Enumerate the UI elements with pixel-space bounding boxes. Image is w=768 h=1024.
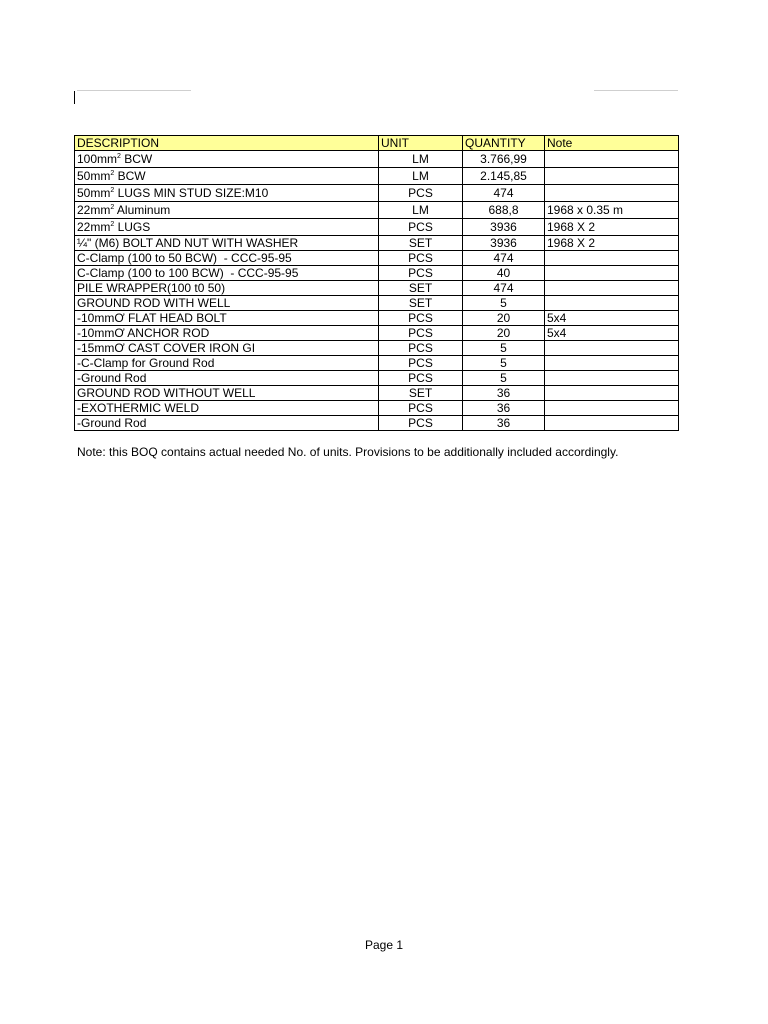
- cell-note: [545, 185, 679, 202]
- description-text: -C-Clamp for Ground Rod: [77, 356, 215, 370]
- description-text: -10mmƠ ANCHOR ROD: [77, 326, 210, 340]
- cell-note: [545, 416, 679, 431]
- cell-quantity: 5: [463, 296, 545, 311]
- cell-quantity: 5: [463, 371, 545, 386]
- table-row: [75, 185, 679, 202]
- table-row: [75, 168, 679, 185]
- text-cursor: [74, 91, 75, 104]
- cell-note: [545, 251, 679, 266]
- description-text: -Ground Rod: [77, 371, 147, 385]
- cell-unit: PCS: [379, 371, 463, 386]
- cell-note: [545, 401, 679, 416]
- boq-note: Note: this BOQ contains actual needed No. of units. Provisions to be additionally included accordingly.: [77, 445, 619, 459]
- cell-unit: PCS: [379, 341, 463, 356]
- cell-description: [75, 401, 379, 416]
- description-text: -10mmƠ FLAT HEAD BOLT: [77, 311, 227, 325]
- cell-note: 1968 x 0.35 m: [545, 202, 679, 219]
- cell-note: [545, 168, 679, 185]
- cell-note: [545, 281, 679, 296]
- cell-unit: PCS: [379, 185, 463, 202]
- table-row: [75, 281, 679, 296]
- cell-note: 5x4: [545, 326, 679, 341]
- unit-superscript: 2: [110, 204, 115, 211]
- cell-description: [75, 266, 379, 281]
- description-text: 22mm: [77, 203, 111, 217]
- cell-note: 1968 X 2: [545, 219, 679, 236]
- description-text: C-Clamp (100 to 50 BCW) - CCC-95-95: [77, 251, 292, 265]
- cell-description: [75, 386, 379, 401]
- cell-quantity: 36: [463, 416, 545, 431]
- description-text: C-Clamp (100 to 100 BCW) - CCC-95-95: [77, 266, 299, 280]
- description-text: GROUND ROD WITH WELL: [77, 296, 231, 310]
- cell-description: [75, 151, 379, 168]
- cell-description: [75, 236, 379, 251]
- cell-unit: SET: [379, 236, 463, 251]
- cell-description: [75, 341, 379, 356]
- description-text: 100mm: [77, 152, 118, 166]
- cell-unit: PCS: [379, 311, 463, 326]
- header-unit: UNIT: [379, 136, 463, 151]
- description-text: 22mm: [77, 220, 111, 234]
- cell-note: [545, 296, 679, 311]
- cell-note: [545, 341, 679, 356]
- cell-quantity: 474: [463, 251, 545, 266]
- table-row: [75, 151, 679, 168]
- cell-quantity: 20: [463, 311, 545, 326]
- cell-note: [545, 266, 679, 281]
- table-row: [75, 401, 679, 416]
- cell-description: [75, 311, 379, 326]
- cell-quantity: 474: [463, 185, 545, 202]
- cell-quantity: 20: [463, 326, 545, 341]
- boq-table: [74, 135, 679, 431]
- table-row: [75, 219, 679, 236]
- cell-description: [75, 281, 379, 296]
- cell-unit: PCS: [379, 356, 463, 371]
- header-description: DESCRIPTION: [75, 136, 379, 151]
- unit-superscript: 2: [110, 187, 115, 194]
- table-row: [75, 251, 679, 266]
- table-row: [75, 371, 679, 386]
- table-row: [75, 386, 679, 401]
- cell-quantity: 3.766,99: [463, 151, 545, 168]
- cell-unit: PCS: [379, 401, 463, 416]
- cell-unit: PCS: [379, 326, 463, 341]
- description-text: -Ground Rod: [77, 416, 147, 430]
- table-row: [75, 416, 679, 431]
- cell-description: [75, 168, 379, 185]
- cell-quantity: 2.145,85: [463, 168, 545, 185]
- table-row: [75, 296, 679, 311]
- cell-quantity: 474: [463, 281, 545, 296]
- description-text: 50mm: [77, 186, 111, 200]
- header-note: Note: [545, 136, 679, 151]
- table-row: [75, 326, 679, 341]
- description-text: 50mm: [77, 169, 111, 183]
- cell-description: [75, 202, 379, 219]
- cell-note: 5x4: [545, 311, 679, 326]
- page-number: Page 1: [364, 938, 404, 952]
- cell-description: [75, 356, 379, 371]
- description-rest: LUGS MIN STUD SIZE:M10: [114, 186, 269, 200]
- cell-unit: PCS: [379, 416, 463, 431]
- cell-note: [545, 371, 679, 386]
- cell-quantity: 36: [463, 386, 545, 401]
- cell-quantity: 5: [463, 341, 545, 356]
- unit-superscript: 2: [110, 170, 115, 177]
- cell-description: [75, 371, 379, 386]
- cell-unit: SET: [379, 296, 463, 311]
- cell-unit: LM: [379, 151, 463, 168]
- description-rest: Aluminum: [114, 203, 171, 217]
- description-text: GROUND ROD WITHOUT WELL: [77, 386, 256, 400]
- cell-note: 1968 X 2: [545, 236, 679, 251]
- header-quantity: QUANTITY: [463, 136, 545, 151]
- cell-description: [75, 296, 379, 311]
- description-text: -EXOTHERMIC WELD: [77, 401, 200, 415]
- table-body: [75, 151, 679, 431]
- cell-description: [75, 185, 379, 202]
- cell-note: [545, 386, 679, 401]
- cell-description: [75, 326, 379, 341]
- header-rule-left: [77, 90, 191, 91]
- description-text: -15mmƠ CAST COVER IRON GI: [77, 341, 256, 355]
- cell-unit: SET: [379, 386, 463, 401]
- cell-unit: SET: [379, 281, 463, 296]
- table-row: [75, 341, 679, 356]
- table-row: [75, 311, 679, 326]
- cell-unit: PCS: [379, 266, 463, 281]
- cell-quantity: 3936: [463, 236, 545, 251]
- unit-superscript: 2: [110, 221, 115, 228]
- header-rule-right: [594, 90, 678, 91]
- cell-unit: PCS: [379, 251, 463, 266]
- cell-quantity: 40: [463, 266, 545, 281]
- cell-quantity: 36: [463, 401, 545, 416]
- cell-unit: LM: [379, 168, 463, 185]
- cell-unit: PCS: [379, 219, 463, 236]
- description-rest: BCW: [114, 169, 146, 183]
- unit-superscript: 2: [117, 153, 121, 160]
- table-row: [75, 236, 679, 251]
- description-rest: BCW: [120, 152, 153, 166]
- cell-quantity: 3936: [463, 219, 545, 236]
- description-rest: LUGS: [114, 220, 151, 234]
- cell-note: [545, 151, 679, 168]
- cell-description: [75, 251, 379, 266]
- cell-description: [75, 416, 379, 431]
- cell-quantity: 688,8: [463, 202, 545, 219]
- table-header-row: [75, 136, 679, 151]
- table-row: [75, 356, 679, 371]
- table-row: [75, 202, 679, 219]
- description-text: ¼" (M6) BOLT AND NUT WITH WASHER: [77, 236, 299, 250]
- table-row: [75, 266, 679, 281]
- cell-unit: LM: [379, 202, 463, 219]
- description-text: PILE WRAPPER(100 t0 50): [77, 281, 226, 295]
- cell-description: [75, 219, 379, 236]
- cell-quantity: 5: [463, 356, 545, 371]
- cell-note: [545, 356, 679, 371]
